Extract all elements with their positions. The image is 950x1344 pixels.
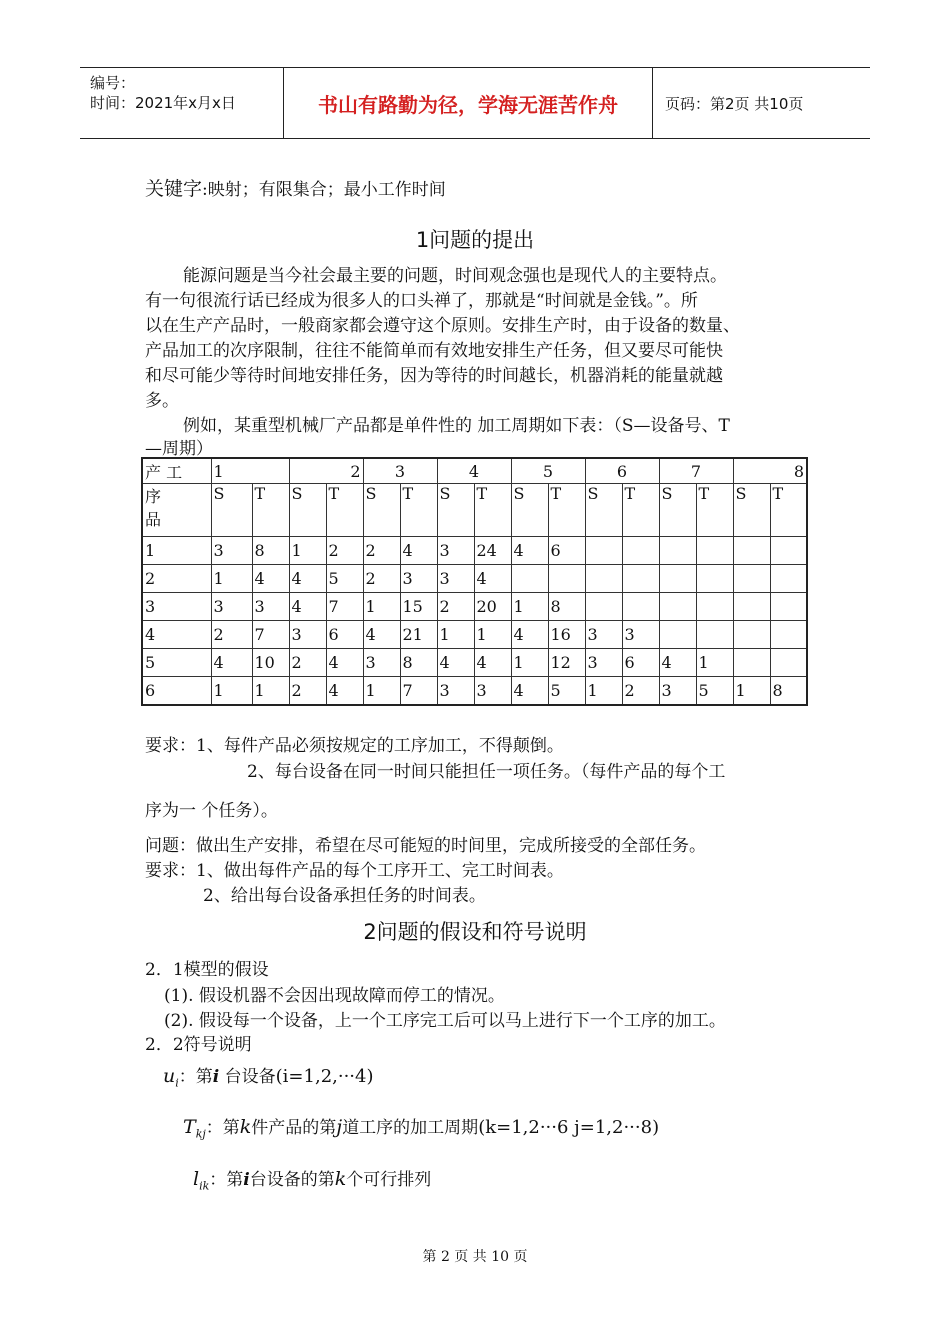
period-cell: 5: [326, 565, 363, 593]
period-cell: 6: [548, 537, 585, 565]
symbol: T: [183, 1116, 196, 1138]
device-cell: 2: [289, 677, 326, 706]
sub-s: S: [733, 484, 770, 537]
product-cell: 2: [142, 565, 211, 593]
period-cell: [622, 537, 659, 565]
sub-s: S: [437, 484, 474, 537]
device-cell: 2: [289, 649, 326, 677]
period-cell: 4: [326, 677, 363, 706]
period-cell: [770, 593, 807, 621]
device-cell: 2: [363, 565, 400, 593]
procedure-header: 4: [437, 458, 511, 484]
device-cell: [585, 537, 622, 565]
period-cell: [770, 621, 807, 649]
period-cell: 3: [474, 677, 511, 706]
period-cell: 4: [252, 565, 289, 593]
period-cell: 7: [252, 621, 289, 649]
period-cell: 8: [548, 593, 585, 621]
device-cell: 1: [511, 649, 548, 677]
period-cell: 8: [770, 677, 807, 706]
desc: 件产品的第: [251, 1118, 337, 1138]
period-cell: [696, 565, 733, 593]
paragraph-line: 以在生产产品时，一般商家都会遵守这个原则。安排生产时，由于设备的数量、: [145, 316, 740, 336]
desc: ：第: [178, 1067, 213, 1087]
period-cell: [770, 649, 807, 677]
period-cell: 2: [622, 677, 659, 706]
device-cell: 1: [733, 677, 770, 706]
period-cell: 15: [400, 593, 437, 621]
requirement-line: 2、给出每台设备承担任务的时间表。: [203, 886, 486, 906]
sub-s: S: [289, 484, 326, 537]
device-cell: [659, 621, 696, 649]
period-cell: 3: [400, 565, 437, 593]
device-cell: 4: [289, 593, 326, 621]
period-cell: 12: [548, 649, 585, 677]
device-cell: [733, 537, 770, 565]
sub-s: S: [585, 484, 622, 537]
keywords-label: 关键字: [145, 178, 203, 200]
device-cell: 3: [437, 537, 474, 565]
device-cell: 1: [289, 537, 326, 565]
example-line: 例如，某重型机械厂产品都是单件性的 加工周期如下表：（S—设备号、T: [183, 416, 730, 436]
period-cell: 7: [400, 677, 437, 706]
period-cell: 1: [252, 677, 289, 706]
table-row: [142, 565, 807, 593]
device-cell: 3: [659, 677, 696, 706]
sub-t: T: [326, 484, 363, 537]
device-cell: [585, 565, 622, 593]
product-cell: 6: [142, 677, 211, 706]
device-cell: 2: [363, 537, 400, 565]
device-cell: [733, 649, 770, 677]
procedure-header: 6: [585, 458, 659, 484]
page-footer: 第 2 页 共 10 页: [422, 1249, 528, 1265]
sub-t: T: [622, 484, 659, 537]
paragraph-line: 有一句很流行话已经成为很多人的口头禅了，那就是“时间就是金钱。”。所: [145, 291, 698, 311]
paragraph-line: 产品加工的次序限制，往往不能简单而有效地安排生产任务，但又要尽可能快: [145, 341, 723, 361]
device-cell: 1: [363, 677, 400, 706]
desc: ：第: [205, 1118, 240, 1138]
period-cell: 4: [474, 649, 511, 677]
table-subheader-row: [142, 484, 807, 537]
device-cell: 3: [437, 565, 474, 593]
device-cell: [733, 621, 770, 649]
desc: 个可行排列: [346, 1170, 432, 1190]
product-cell: 5: [142, 649, 211, 677]
keywords-text: :映射；有限集合；最小工作时间: [202, 180, 446, 200]
product-cell: 1: [142, 537, 211, 565]
table-row: [142, 677, 807, 706]
device-cell: [659, 537, 696, 565]
period-cell: 4: [326, 649, 363, 677]
period-cell: [622, 565, 659, 593]
header-motto: 书山有路勤为径，学海无涯苦作舟: [284, 68, 653, 138]
procedure-header: 3: [363, 458, 437, 484]
procedure-header: 1: [211, 458, 289, 484]
period-cell: 1: [696, 649, 733, 677]
device-cell: 1: [363, 593, 400, 621]
device-cell: 4: [511, 677, 548, 706]
period-cell: [770, 565, 807, 593]
desc: 台设备的第: [249, 1170, 335, 1190]
period-cell: 10: [252, 649, 289, 677]
procedure-header: 5: [511, 458, 585, 484]
device-cell: 1: [211, 565, 252, 593]
var: i: [243, 1170, 250, 1190]
document-header: [80, 67, 870, 139]
period-cell: 24: [474, 537, 511, 565]
subsection-title: 2．1模型的假设: [145, 960, 269, 980]
device-cell: 2: [437, 593, 474, 621]
device-cell: [511, 565, 548, 593]
device-cell: 1: [585, 677, 622, 706]
requirement-line: 2、每台设备在同一时间只能担任一项任务。（每件产品的每个工: [247, 762, 726, 782]
period-cell: 21: [400, 621, 437, 649]
symbol-def-l: [193, 1165, 431, 1192]
corner-top: 产 工: [142, 458, 211, 484]
symbol-sub: i: [175, 1076, 179, 1090]
symbol: l: [193, 1168, 200, 1190]
period-cell: [622, 593, 659, 621]
device-cell: [585, 593, 622, 621]
example-line: —周期）: [145, 439, 213, 459]
device-cell: [659, 565, 696, 593]
requirement-line: 要求：1、每件产品必须按规定的工序加工，不得颠倒。: [145, 736, 564, 756]
period-cell: 5: [696, 677, 733, 706]
requirement-line: 要求：1、做出每件产品的每个工序开工、完工时间表。: [145, 861, 564, 881]
period-cell: 8: [400, 649, 437, 677]
period-cell: [696, 593, 733, 621]
period-cell: 16: [548, 621, 585, 649]
period-cell: 5: [548, 677, 585, 706]
sub-t: T: [400, 484, 437, 537]
corner-bot: 品: [145, 510, 162, 529]
subsection-title: 2．2符号说明: [145, 1035, 252, 1055]
device-cell: [733, 593, 770, 621]
device-cell: 3: [437, 677, 474, 706]
period-cell: 1: [474, 621, 511, 649]
table-row: [142, 593, 807, 621]
device-cell: 4: [211, 649, 252, 677]
keywords: [145, 174, 446, 201]
device-cell: 1: [511, 593, 548, 621]
period-cell: 8: [252, 537, 289, 565]
assumption: (1). 假设机器不会因出现故障而停工的情况。: [164, 986, 505, 1006]
schedule-table: [141, 457, 808, 706]
period-cell: [696, 537, 733, 565]
section1-title: 1问题的提出: [415, 228, 535, 252]
section2-title: 2问题的假设和符号说明: [363, 920, 587, 944]
device-cell: 4: [437, 649, 474, 677]
sub-t: T: [548, 484, 585, 537]
desc: ：第: [209, 1170, 244, 1190]
device-cell: 3: [289, 621, 326, 649]
period-cell: 4: [474, 565, 511, 593]
desc: 道工序的加工周期: [342, 1118, 479, 1138]
period-cell: [696, 621, 733, 649]
sub-s: S: [211, 484, 252, 537]
paragraph-line: 多。: [145, 391, 179, 411]
table-body: [142, 537, 807, 706]
period-cell: [548, 565, 585, 593]
sub-t: T: [252, 484, 289, 537]
device-cell: 3: [211, 537, 252, 565]
range: (k=1,2···6 j=1,2···8): [478, 1117, 660, 1138]
symbol-def-u: [163, 1062, 374, 1089]
period-cell: 7: [326, 593, 363, 621]
header-meta: [80, 68, 284, 138]
product-cell: 4: [142, 621, 211, 649]
symbol-sub: kj: [195, 1127, 206, 1141]
range: (i=1,2,···4): [275, 1066, 374, 1087]
symbol-def-T: [183, 1113, 659, 1140]
sub-t: T: [770, 484, 807, 537]
assumption: (2). 假设每一个设备，上一个工序完工后可以马上进行下一个工序的加工。: [164, 1011, 726, 1031]
procedure-header: 7: [659, 458, 733, 484]
sub-s: S: [659, 484, 696, 537]
device-cell: 1: [211, 677, 252, 706]
var: j: [336, 1116, 343, 1138]
device-cell: [659, 593, 696, 621]
table-row: [142, 537, 807, 565]
period-cell: 4: [400, 537, 437, 565]
period-cell: 20: [474, 593, 511, 621]
table-row: [142, 621, 807, 649]
device-cell: 4: [511, 621, 548, 649]
header-page-info: 页码：第2页 共10页: [665, 94, 804, 113]
period-cell: [770, 537, 807, 565]
table-row: [142, 649, 807, 677]
var: k: [239, 1116, 252, 1138]
symbol: u: [163, 1065, 176, 1087]
paragraph-line: 和尽可能少等待时间地安排任务，因为等待的时间越长，机器消耗的能量就越: [145, 366, 723, 386]
date-label: 时间：2021年x月x日: [90, 94, 236, 112]
period-cell: 6: [326, 621, 363, 649]
procedure-header: 8: [733, 458, 807, 484]
device-cell: 4: [511, 537, 548, 565]
period-cell: 6: [622, 649, 659, 677]
var: k: [334, 1168, 347, 1190]
desc: 台设备: [219, 1067, 276, 1087]
period-cell: 3: [252, 593, 289, 621]
device-cell: 3: [211, 593, 252, 621]
device-cell: 3: [363, 649, 400, 677]
problem-line: 问题：做出生产安排，希望在尽可能短的时间里，完成所接受的全部任务。: [145, 836, 706, 856]
device-cell: 4: [659, 649, 696, 677]
sub-s: S: [363, 484, 400, 537]
symbol-sub: ik: [199, 1179, 210, 1193]
table-header-row: [142, 458, 807, 484]
sub-s: S: [511, 484, 548, 537]
device-cell: 4: [289, 565, 326, 593]
number-label: 编号：: [90, 74, 136, 92]
corner-label: [142, 484, 211, 537]
requirement-line: 序为一 个任务）。: [145, 801, 278, 821]
var: i: [212, 1067, 220, 1087]
device-cell: 3: [585, 649, 622, 677]
period-cell: 3: [622, 621, 659, 649]
device-cell: 3: [585, 621, 622, 649]
sub-t: T: [474, 484, 511, 537]
product-cell: 3: [142, 593, 211, 621]
device-cell: 1: [437, 621, 474, 649]
corner-mid: 序: [145, 487, 162, 506]
paragraph-line: 能源问题是当今社会最主要的问题，时间观念强也是现代人的主要特点。: [183, 266, 727, 286]
device-cell: 2: [211, 621, 252, 649]
period-cell: 2: [326, 537, 363, 565]
sub-t: T: [696, 484, 733, 537]
device-cell: 4: [363, 621, 400, 649]
procedure-header: 2: [289, 458, 363, 484]
device-cell: [733, 565, 770, 593]
